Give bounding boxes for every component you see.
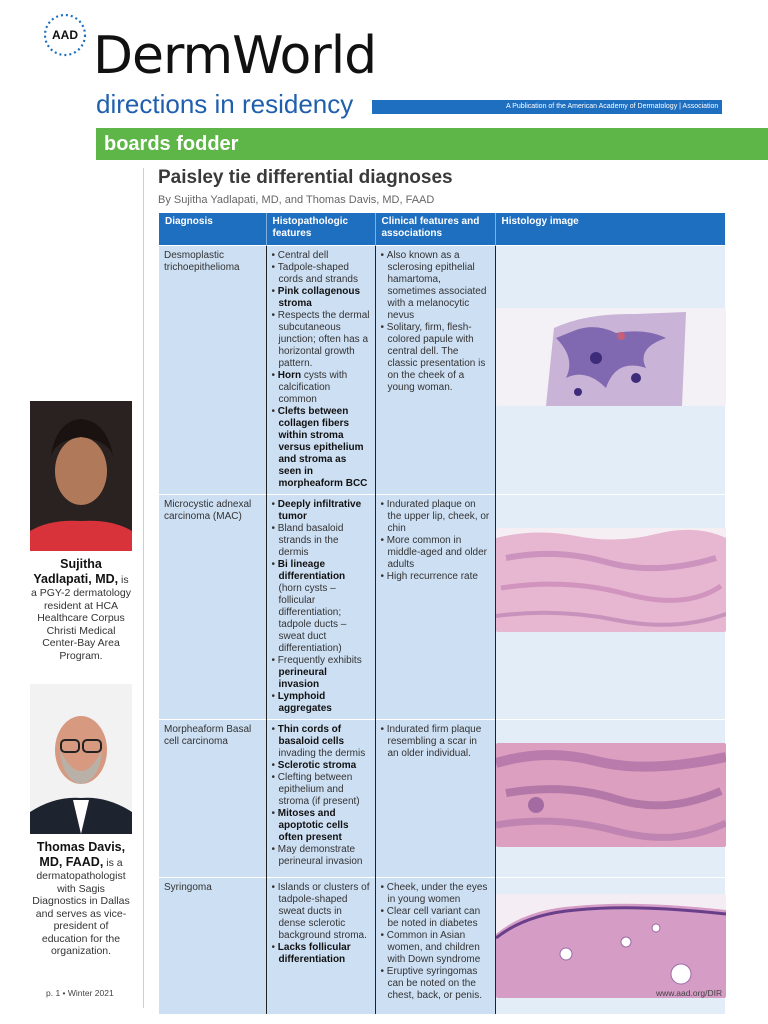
differential-table — [159, 213, 725, 1014]
list-item: • Indurated firm plaque resembling a scar in an older individual. — [381, 724, 490, 760]
histology-image-cell — [495, 246, 725, 495]
list-item: • Pink collagenous stroma — [272, 286, 370, 310]
histology-image-cell — [495, 495, 725, 720]
clinical-cell — [375, 720, 495, 878]
author-name: Thomas Davis, MD, FAAD, — [36, 840, 126, 869]
histology-image — [496, 308, 726, 406]
clinical-cell — [375, 246, 495, 495]
list-item: • Central dell — [272, 250, 370, 262]
list-item: • Solitary, firm, flesh-colored papule with central dell. The classic presentation is on the cheek of a young woman. — [381, 322, 490, 394]
list-item: • Clefts between collagen fibers within stroma versus epithelium and stroma as seen in morpheaform BCC — [272, 406, 370, 490]
author-description: is a dermatopathologist with Sagis Diagnostics in Dallas and serves as vice-president of education for the organization. — [32, 857, 130, 957]
list-item: • Thin cords of basaloid cells invading the dermis — [272, 724, 370, 760]
diagnosis-cell: Microcystic adnexal carcinoma (MAC) — [159, 495, 266, 720]
histology-image — [496, 743, 726, 847]
table-header-row — [159, 213, 725, 246]
list-item: • Horn cysts with calcification common — [272, 370, 370, 406]
list-item: • Mitoses and apoptotic cells often present — [272, 808, 370, 844]
author-photo-yadlapati — [30, 401, 132, 551]
table-row — [159, 495, 725, 720]
list-item: • Islands or clusters of tadpole-shaped sweat ducts in dense sclerotic background stroma. — [272, 882, 370, 942]
header-histopathologic: Histopathologic features — [266, 213, 375, 246]
table-row — [159, 720, 725, 878]
table-row — [159, 878, 725, 1014]
diagnosis-cell: Morpheaform Basal cell carcinoma — [159, 720, 266, 878]
header-diagnosis: Diagnosis — [159, 213, 266, 246]
table-row — [159, 246, 725, 495]
list-item: • Bland basaloid strands in the dermis — [272, 523, 370, 559]
article-byline: By Sujitha Yadlapati, MD, and Thomas Davis, MD, FAAD — [158, 194, 435, 206]
histology-image — [496, 894, 726, 998]
header-histology-image: Histology image — [495, 213, 725, 246]
histology-image-cell — [495, 720, 725, 878]
list-item: • Tadpole-shaped cords and strands — [272, 262, 370, 286]
author-name: Sujitha Yadlapati, MD, — [33, 557, 119, 586]
list-item: • Lymphoid aggregates — [272, 691, 370, 715]
list-item: • Respects the dermal subcutaneous junction; often has a horizontal growth pattern. — [272, 310, 370, 370]
aad-logo-text: AAD — [52, 28, 78, 42]
histopathologic-cell — [266, 878, 375, 1014]
author-bio-davis — [30, 840, 132, 958]
brand-title: DermWorld — [93, 26, 377, 86]
histopathologic-cell — [266, 720, 375, 878]
aad-logo — [42, 12, 88, 58]
column-divider — [143, 168, 144, 1008]
page-footer-left: p. 1 • Winter 2021 — [46, 988, 114, 998]
list-item: • Also known as a sclerosing epithelial hamartoma, sometimes associated with a melanocytic nevus — [381, 250, 490, 322]
section-label: boards fodder — [104, 133, 239, 155]
list-item: • Lacks follicular differentiation — [272, 942, 370, 966]
list-item: • Frequently exhibits perineural invasion — [272, 655, 370, 691]
article-title: Paisley tie differential diagnoses — [158, 167, 453, 188]
list-item: • Clefting between epithelium and stroma (if present) — [272, 772, 370, 808]
list-item: • Eruptive syringomas can be noted on the chest, back, or penis. — [381, 966, 490, 1002]
list-item: • Bi lineage differentiation (horn cysts – follicular differentiation; tadpole ducts – sweat duct differentiation) — [272, 559, 370, 655]
histology-image — [496, 528, 726, 632]
histopathologic-cell — [266, 495, 375, 720]
publication-line: A Publication of the American Academy of Dermatology | Association — [506, 103, 719, 110]
list-item: • Cheek, under the eyes in young women — [381, 882, 490, 906]
list-item: • High recurrence rate — [381, 571, 490, 583]
list-item: • Sclerotic stroma — [272, 760, 370, 772]
diagnosis-cell: Syringoma — [159, 878, 266, 1014]
clinical-cell — [375, 495, 495, 720]
histopathologic-cell — [266, 246, 375, 495]
author-bio-yadlapati — [30, 557, 132, 662]
header-clinical: Clinical features and associations — [375, 213, 495, 246]
list-item: • Deeply infiltrative tumor — [272, 499, 370, 523]
author-photo-davis — [30, 684, 132, 834]
list-item: • Indurated plaque on the upper lip, cheek, or chin — [381, 499, 490, 535]
clinical-cell — [375, 878, 495, 1014]
diagnosis-cell: Desmoplastic trichoepithelioma — [159, 246, 266, 495]
list-item: • May demonstrate perineural invasion — [272, 844, 370, 868]
page-footer-url[interactable]: www.aad.org/DIR — [656, 988, 723, 998]
list-item: • Common in Asian women, and children with Down syndrome — [381, 930, 490, 966]
author-description: is a PGY-2 dermatology resident at HCA Healthcare Corpus Christi Medical Center-Bay Area Program. — [30, 574, 131, 662]
list-item: • Clear cell variant can be noted in diabetes — [381, 906, 490, 930]
list-item: • More common in middle-aged and older adults — [381, 535, 490, 571]
brand-subtitle: directions in residency — [96, 89, 354, 119]
